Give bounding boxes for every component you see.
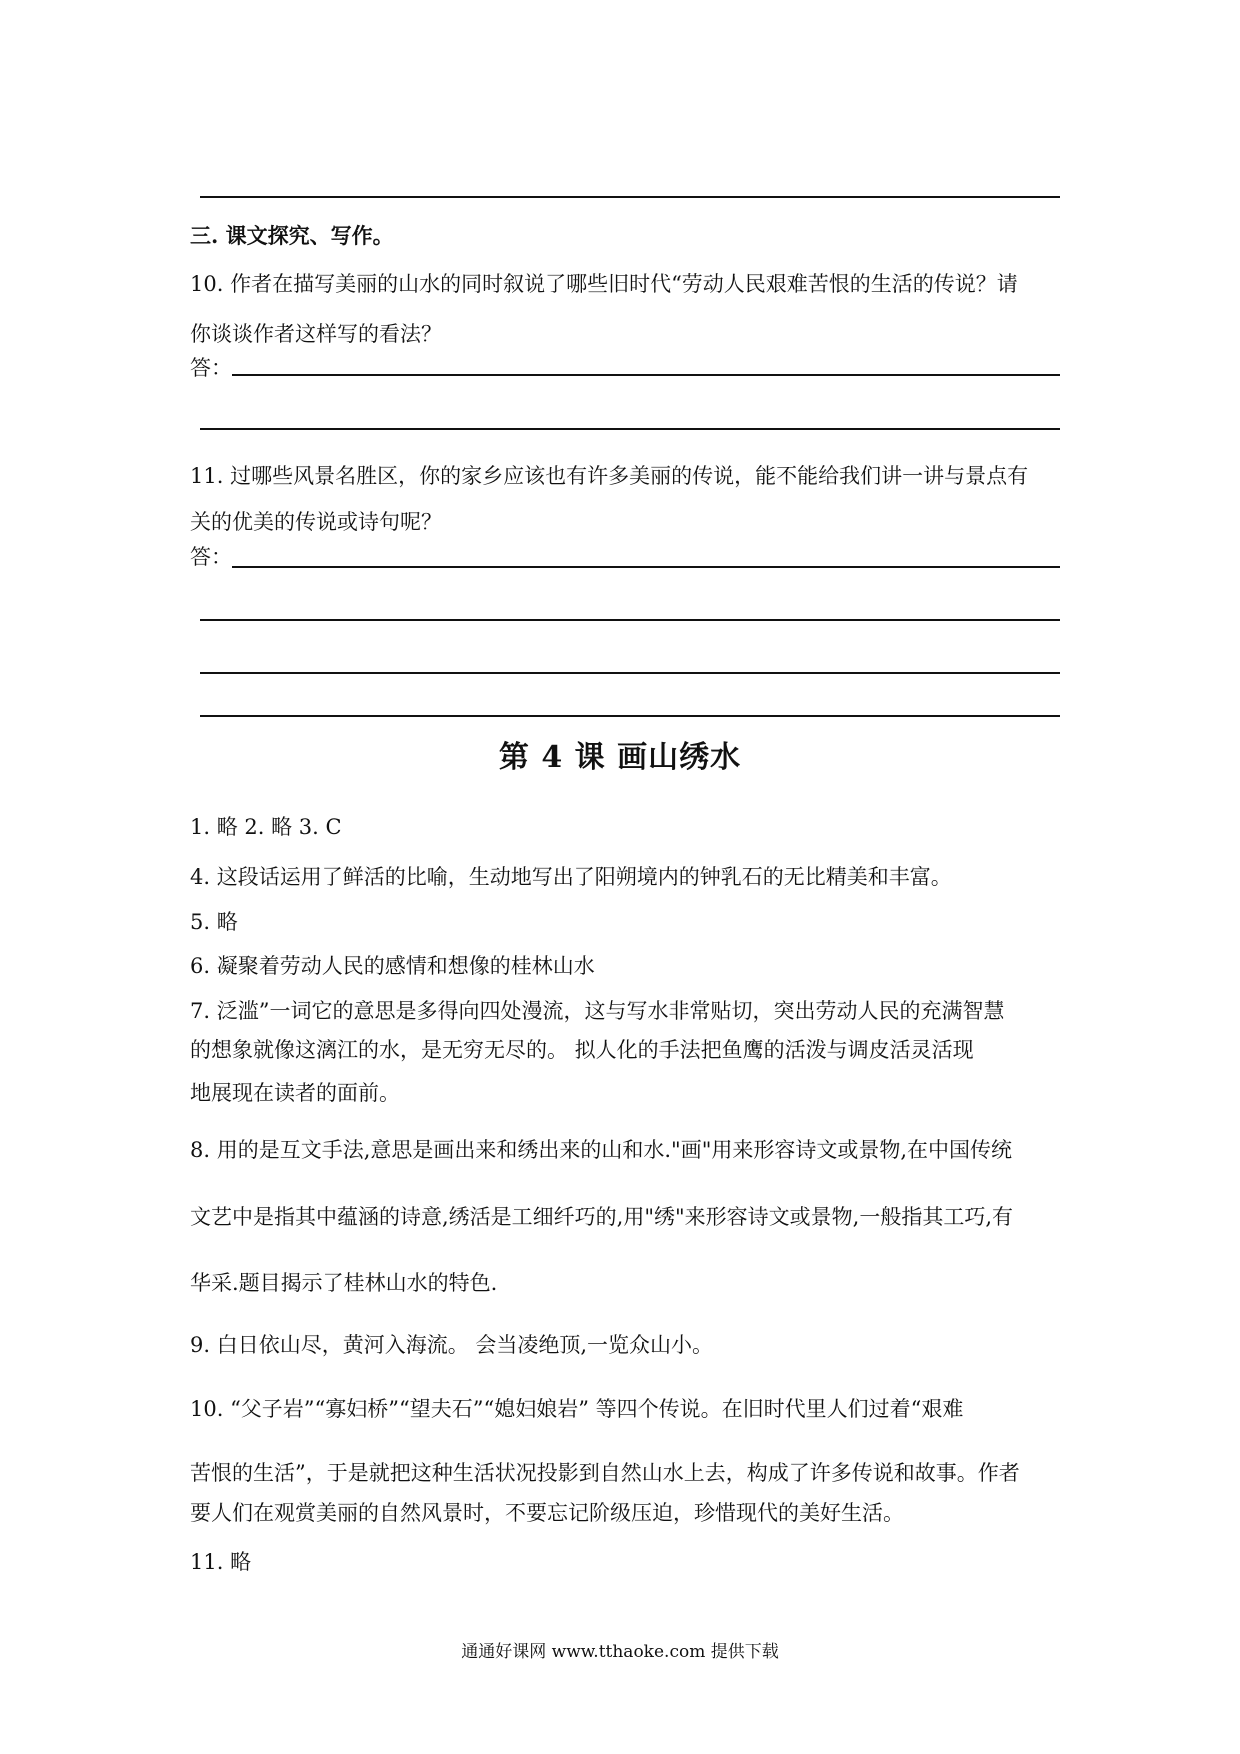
answer-5: 5. 略 (190, 910, 238, 934)
answer-8-line-1: 8. 用的是互文手法,意思是画出来和绣出来的山和水."画"用来形容诗文或景物,在中国传统 (190, 1138, 1013, 1162)
answer-line[interactable] (200, 619, 1060, 621)
answer-label: 答： (190, 356, 232, 380)
answer-label: 答： (190, 545, 232, 569)
answer-line[interactable] (200, 196, 1060, 198)
answer-line[interactable] (200, 672, 1060, 674)
answer-10-line-1: 10. “父子岩”“寡妇桥”“望夫石”“媳妇娘岩” 等四个传说。在旧时代里人们过着“艰难 (190, 1397, 964, 1421)
answer-line[interactable] (232, 374, 1060, 376)
answer-11: 11. 略 (190, 1550, 252, 1574)
question-11-line-2: 关的优美的传说或诗句呢？ (190, 510, 442, 534)
answer-4: 4. 这段话运用了鲜活的比喻，生动地写出了阳朔境内的钟乳石的无比精美和丰富。 (190, 865, 952, 889)
answer-9: 9. 白日依山尽，黄河入海流。 会当凌绝顶,一览众山小。 (190, 1333, 714, 1357)
answer-1-3: 1. 略 2. 略 3. C (190, 815, 342, 839)
footer-download-note[interactable]: 通通好课网 www.tthaoke.com 提供下载 (461, 1642, 779, 1662)
answer-10-line-2: 苦恨的生活”，于是就把这种生活状况投影到自然山水上去，构成了许多传说和故事。作者 (190, 1461, 1020, 1485)
question-11-line-1: 11. 过哪些风景名胜区，你的家乡应该也有许多美丽的传说，能不能给我们讲一讲与景点有 (190, 464, 1029, 488)
answer-line[interactable] (200, 428, 1060, 430)
answer-8-line-3: 华采.题目揭示了桂林山水的特色. (190, 1271, 498, 1295)
lesson-title: 第 4 课 画山绣水 (498, 740, 742, 775)
answer-6: 6. 凝聚着劳动人民的感情和想像的桂林山水 (190, 954, 595, 978)
answer-line[interactable] (232, 566, 1060, 568)
section-heading: 三. 课文探究、写作。 (190, 223, 394, 248)
answer-7-line-2: 的想象就像这漓江的水，是无穷无尽的。 拟人化的手法把鱼鹰的活泼与调皮活灵活现 (190, 1038, 974, 1062)
question-10-line-2: 你谈谈作者这样写的看法？ (190, 322, 442, 346)
answer-10-line-3: 要人们在观赏美丽的自然风景时，不要忘记阶级压迫，珍惜现代的美好生活。 (190, 1501, 904, 1525)
answer-7-line-3: 地展现在读者的面前。 (190, 1081, 400, 1105)
question-10-line-1: 10. 作者在描写美丽的山水的同时叙说了哪些旧时代“劳动人民艰难苦恨的生活的传说？请 (190, 272, 1018, 296)
answer-7-line-1: 7. 泛滥”一词它的意思是多得向四处漫流，这与写水非常贴切，突出劳动人民的充满智慧 (190, 999, 1005, 1023)
answer-line[interactable] (200, 715, 1060, 717)
answer-8-line-2: 文艺中是指其中蕴涵的诗意,绣活是工细纤巧的,用"绣"来形容诗文或景物,一般指其工巧,有 (190, 1205, 1014, 1229)
